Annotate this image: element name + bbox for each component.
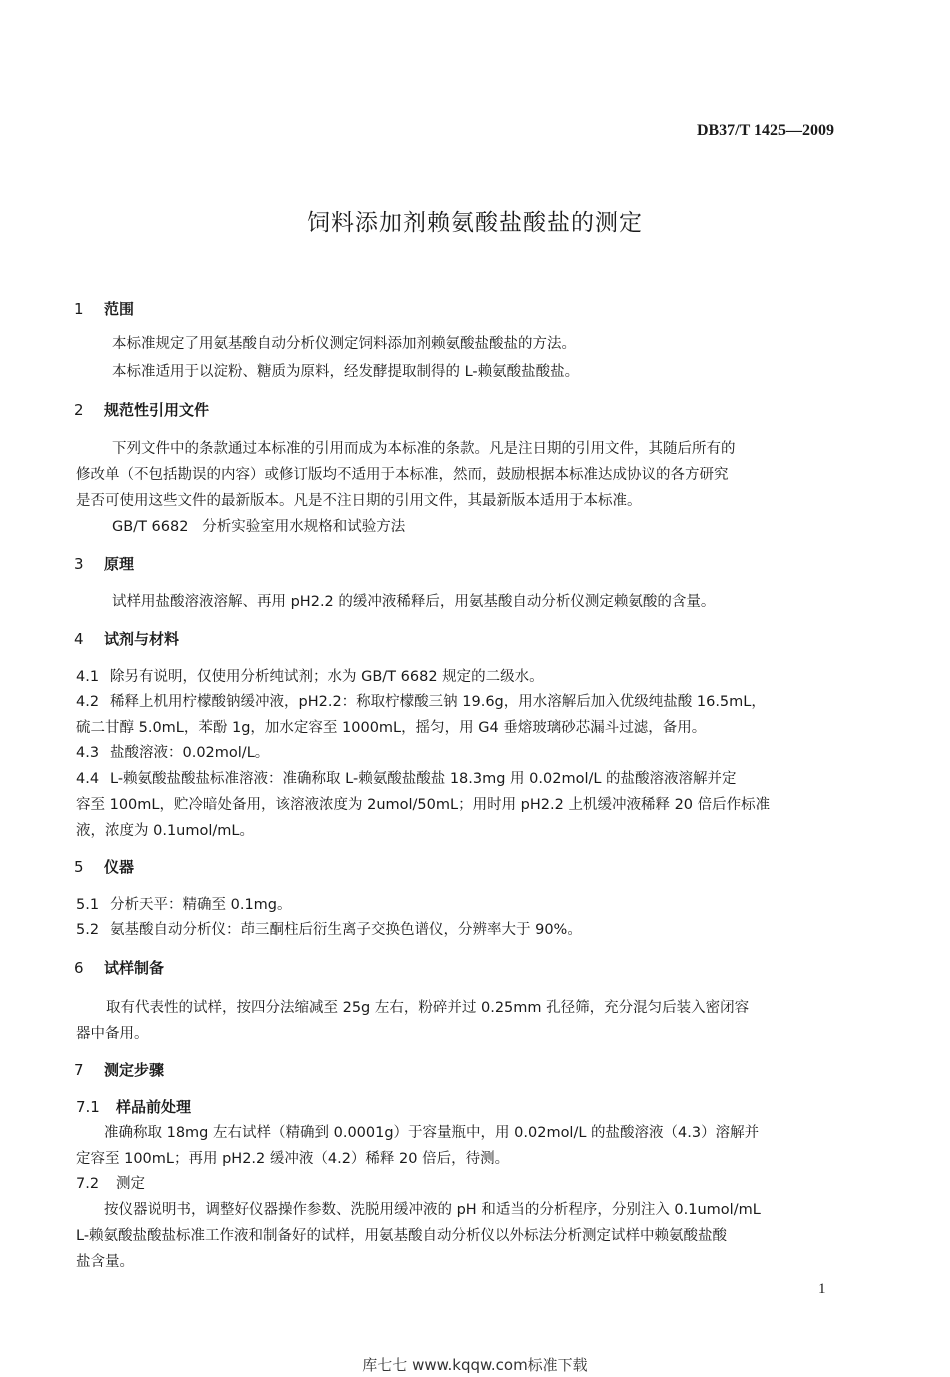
section-title: 试样制备 xyxy=(104,959,165,977)
subsection-7-2-heading xyxy=(76,1172,145,1193)
section-title: 仪器 xyxy=(104,858,135,876)
paragraph-line: 是否可使用这些文件的最新版本。凡是不注日期的引用文件，其最新版本适用于本标准。 xyxy=(76,493,642,509)
subsection-7-1-heading xyxy=(76,1096,191,1117)
paragraph-line: 按仪器说明书，调整好仪器操作参数、洗脱用缓冲液的 pH 和适当的分析程序，分别注入 0.1umol/mL xyxy=(104,1202,761,1218)
clause-number: 4.3 xyxy=(76,745,100,761)
section-4-heading xyxy=(74,628,179,649)
paragraph-line: 盐含量。 xyxy=(76,1254,134,1270)
section-number: 5 xyxy=(74,858,84,876)
paragraph-line: 取有代表性的试样，按四分法缩减至 25g 左右，粉碎并过 0.25mm 孔径筛，充分混匀后装入密闭容 xyxy=(106,1000,750,1016)
clause-text: 盐酸溶液：0.02mol/L。 xyxy=(110,745,270,761)
paragraph-line: 定容至 100mL；再用 pH2.2 缓冲液（4.2）稀释 20 倍后，待测。 xyxy=(76,1151,510,1167)
clause-4-1 xyxy=(76,665,544,686)
clause-number: 4.2 xyxy=(76,694,100,710)
section-number: 6 xyxy=(74,959,84,977)
section-3-heading xyxy=(74,553,134,574)
section-number: 1 xyxy=(74,300,84,318)
section-7-heading xyxy=(74,1059,164,1080)
clause-text: L-赖氨酸盐酸盐标准溶液：准确称取 L-赖氨酸盐酸盐 18.3mg 用 0.02mol/L 的盐酸溶液溶解并定 xyxy=(110,771,737,787)
section-1-heading xyxy=(74,298,134,319)
section-title: 原理 xyxy=(104,555,135,573)
paragraph-line: 下列文件中的条款通过本标准的引用而成为本标准的条款。凡是注日期的引用文件，其随后所有的 xyxy=(112,441,736,457)
clause-text: 氨基酸自动分析仪：茚三酮柱后衍生离子交换色谱仪，分辨率大于 90%。 xyxy=(110,922,582,938)
subsection-number: 7.2 xyxy=(76,1176,100,1192)
clause-number: 5.2 xyxy=(76,922,100,938)
clause-number: 5.1 xyxy=(76,897,100,913)
subsection-title: 测定 xyxy=(116,1176,145,1192)
footer-watermark: 库七七 www.kqqw.com标准下载 xyxy=(362,1356,588,1374)
clause-text: 除另有说明，仅使用分析纯试剂；水为 GB/T 6682 规定的二级水。 xyxy=(110,669,544,685)
normative-reference: GB/T 6682 分析实验室用水规格和试验方法 xyxy=(112,519,406,535)
clause-number: 4.1 xyxy=(76,669,100,685)
section-title: 测定步骤 xyxy=(104,1061,165,1079)
section-number: 2 xyxy=(74,401,84,419)
paragraph-line: 器中备用。 xyxy=(76,1026,149,1042)
clause-4-3 xyxy=(76,741,269,762)
standard-number: DB37/T 1425—2009 xyxy=(696,122,834,139)
section-2-heading xyxy=(74,399,209,420)
section-6-heading xyxy=(74,957,164,978)
section-title: 试剂与材料 xyxy=(104,630,180,648)
section-title: 规范性引用文件 xyxy=(104,401,210,419)
section-number: 3 xyxy=(74,555,84,573)
clause-text-continued: 硫二甘醇 5.0mL，苯酚 1g，加水定容至 1000mL，摇匀，用 G4 垂熔玻璃砂芯漏斗过滤，备用。 xyxy=(76,720,707,736)
clause-4-4 xyxy=(76,767,737,788)
paragraph: 本标准适用于以淀粉、糖质为原料，经发酵提取制得的 L-赖氨酸盐酸盐。 xyxy=(112,364,580,380)
clause-text: 稀释上机用柠檬酸钠缓冲液，pH2.2：称取柠檬酸三钠 19.6g，用水溶解后加入优级纯盐酸 16.5mL， xyxy=(110,694,766,710)
section-5-heading xyxy=(74,856,134,877)
clause-5-2 xyxy=(76,918,582,939)
paragraph-line: L-赖氨酸盐酸盐标准工作液和制备好的试样，用氨基酸自动分析仪以外标法分析测定试样中赖氨酸盐酸 xyxy=(76,1228,728,1244)
paragraph-line: 修改单（不包括勘误的内容）或修订版均不适用于本标准，然而，鼓励根据本标准达成协议的各方研究 xyxy=(76,467,729,483)
paragraph: 本标准规定了用氨基酸自动分析仪测定饲料添加剂赖氨酸盐酸盐的方法。 xyxy=(112,336,576,352)
clause-number: 4.4 xyxy=(76,771,100,787)
document-title: 饲料添加剂赖氨酸盐酸盐的测定 xyxy=(307,210,643,236)
section-title: 范围 xyxy=(104,300,135,318)
clause-text-continued: 容至 100mL，贮冷暗处备用，该溶液浓度为 2umol/50mL；用时用 pH2.2 上机缓冲液稀释 20 倍后作标准 xyxy=(76,797,771,813)
clause-4-2 xyxy=(76,690,766,711)
paragraph: 试样用盐酸溶液溶解、再用 pH2.2 的缓冲液稀释后，用氨基酸自动分析仪测定赖氨酸的含量。 xyxy=(112,594,716,610)
section-number: 7 xyxy=(74,1061,84,1079)
clause-text: 分析天平：精确至 0.1mg。 xyxy=(110,897,292,913)
section-number: 4 xyxy=(74,630,84,648)
subsection-title: 样品前处理 xyxy=(116,1098,192,1116)
page-number: 1 xyxy=(818,1281,826,1297)
paragraph-line: 准确称取 18mg 左右试样（精确到 0.0001g）于容量瓶中，用 0.02mol/L 的盐酸溶液（4.3）溶解并 xyxy=(104,1125,760,1141)
clause-5-1 xyxy=(76,893,292,914)
subsection-number: 7.1 xyxy=(76,1098,100,1116)
clause-text-continued: 液，浓度为 0.1umol/mL。 xyxy=(76,823,254,839)
